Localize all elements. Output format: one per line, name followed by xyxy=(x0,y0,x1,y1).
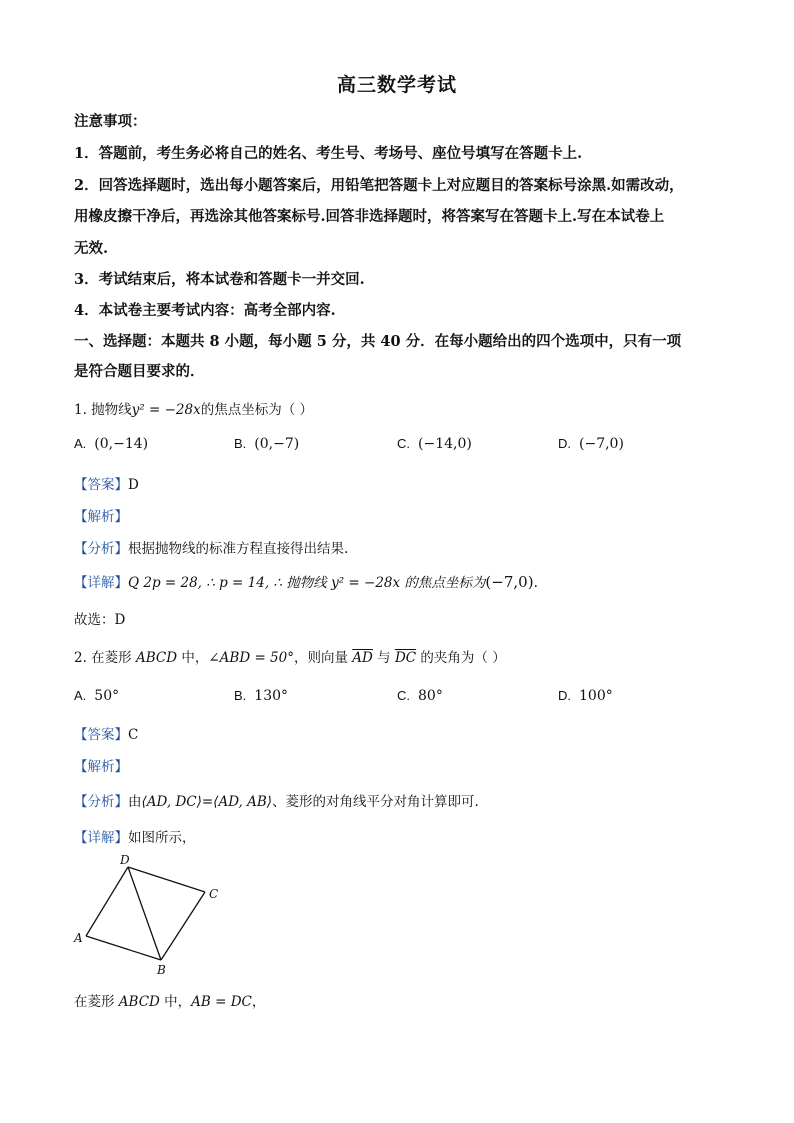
q2-stem: 2. 在菱形 ABCD 中，∠ABD = 50°，则向量 $\overline{AD}$ 与 $\overline{DC}$ 的夹角为（ ） xyxy=(74,650,506,666)
q1-detail: 【详解】Q 2p = 28, ∴ p = 14, ∴ 抛物线 y² = −28x 的焦点坐标为(−7,0). xyxy=(74,573,538,591)
edge-ba xyxy=(86,936,161,960)
q2-option-c: C. 80° xyxy=(397,688,443,704)
q2-option-a: A. 50° xyxy=(74,688,120,704)
notice-item-1: 1．答题前，考生务必将自己的姓名、考生号、考场号、座位号填写在答题卡上. xyxy=(74,145,583,162)
q1-stem xyxy=(74,398,313,418)
q1-option-c: C. (−14,0) xyxy=(397,436,472,452)
notice-heading: 注意事项： xyxy=(74,113,147,130)
q1-suffix: 的焦点坐标为（ ） xyxy=(200,402,314,418)
q1-choose: 故选：D xyxy=(74,612,126,628)
q2-option-d: D. 100° xyxy=(558,688,613,704)
q2-fenxi: 【分析】由⟨AD, DC⟩=⟨AD, AB⟩、菱形的对角线平分对角计算即可. xyxy=(74,794,479,810)
q1-option-b: B. (0,−7) xyxy=(234,436,300,452)
q1-option-a: A. (0,−14) xyxy=(74,436,149,452)
vertex-label-b: B xyxy=(157,963,166,977)
q2-last-line: 在菱形 ABCD 中，AB = DC， xyxy=(74,994,266,1010)
vector-dc: $\overline{DC}$ xyxy=(394,650,417,666)
section1-heading-cont: 是符合题目要求的． xyxy=(74,363,205,380)
q1-prefix: 1. 抛物线 xyxy=(74,402,132,418)
q1-equation: y² = −28x xyxy=(131,402,201,418)
section1-heading: 一、选择题：本题共 8 小题，每小题 5 分，共 40 分．在每小题给出的四个选项中，只有一项 xyxy=(74,333,682,350)
q1-option-d: D. (−7,0) xyxy=(558,436,624,452)
vertex-label-d: D xyxy=(120,853,130,867)
vector-ad: $\overline{AD}$ xyxy=(352,650,373,666)
vertex-label-c: C xyxy=(209,887,219,901)
notice-item-3: 3．考试结束后，将本试卷和答题卡一并交回. xyxy=(74,271,365,288)
q1-answer: 【答案】D xyxy=(74,477,139,493)
edge-ad xyxy=(86,867,128,936)
diagonal-db xyxy=(128,867,161,960)
rhombus-figure xyxy=(72,852,232,977)
q2-option-b: B. 130° xyxy=(234,688,289,704)
q2-answer: 【答案】C xyxy=(74,727,139,743)
notice-item-2-end: 无效. xyxy=(74,240,109,257)
vertex-label-a: A xyxy=(74,931,83,945)
notice-item-4: 4．本试卷主要考试内容：高考全部内容. xyxy=(74,302,336,319)
notice-item-2-cont: 用橡皮擦干净后，再选涂其他答案标号.回答非选择题时，将答案写在答题卡上.写在本试卷上 xyxy=(74,208,665,225)
edge-cb xyxy=(161,892,205,960)
q1-analysis-tag: 【解析】 xyxy=(74,509,128,524)
q2-detail: 【详解】如图所示， xyxy=(74,830,196,846)
edge-dc xyxy=(128,867,205,892)
notice-item-2: 2．回答选择题时，选出每小题答案后，用铅笔把答题卡上对应题目的答案标号涂黑.如需改动， xyxy=(74,177,684,194)
q1-fenxi: 【分析】根据抛物线的标准方程直接得出结果. xyxy=(74,541,349,557)
q2-analysis-tag: 【解析】 xyxy=(74,759,128,774)
page-title: 高三数学考试 xyxy=(336,74,457,96)
